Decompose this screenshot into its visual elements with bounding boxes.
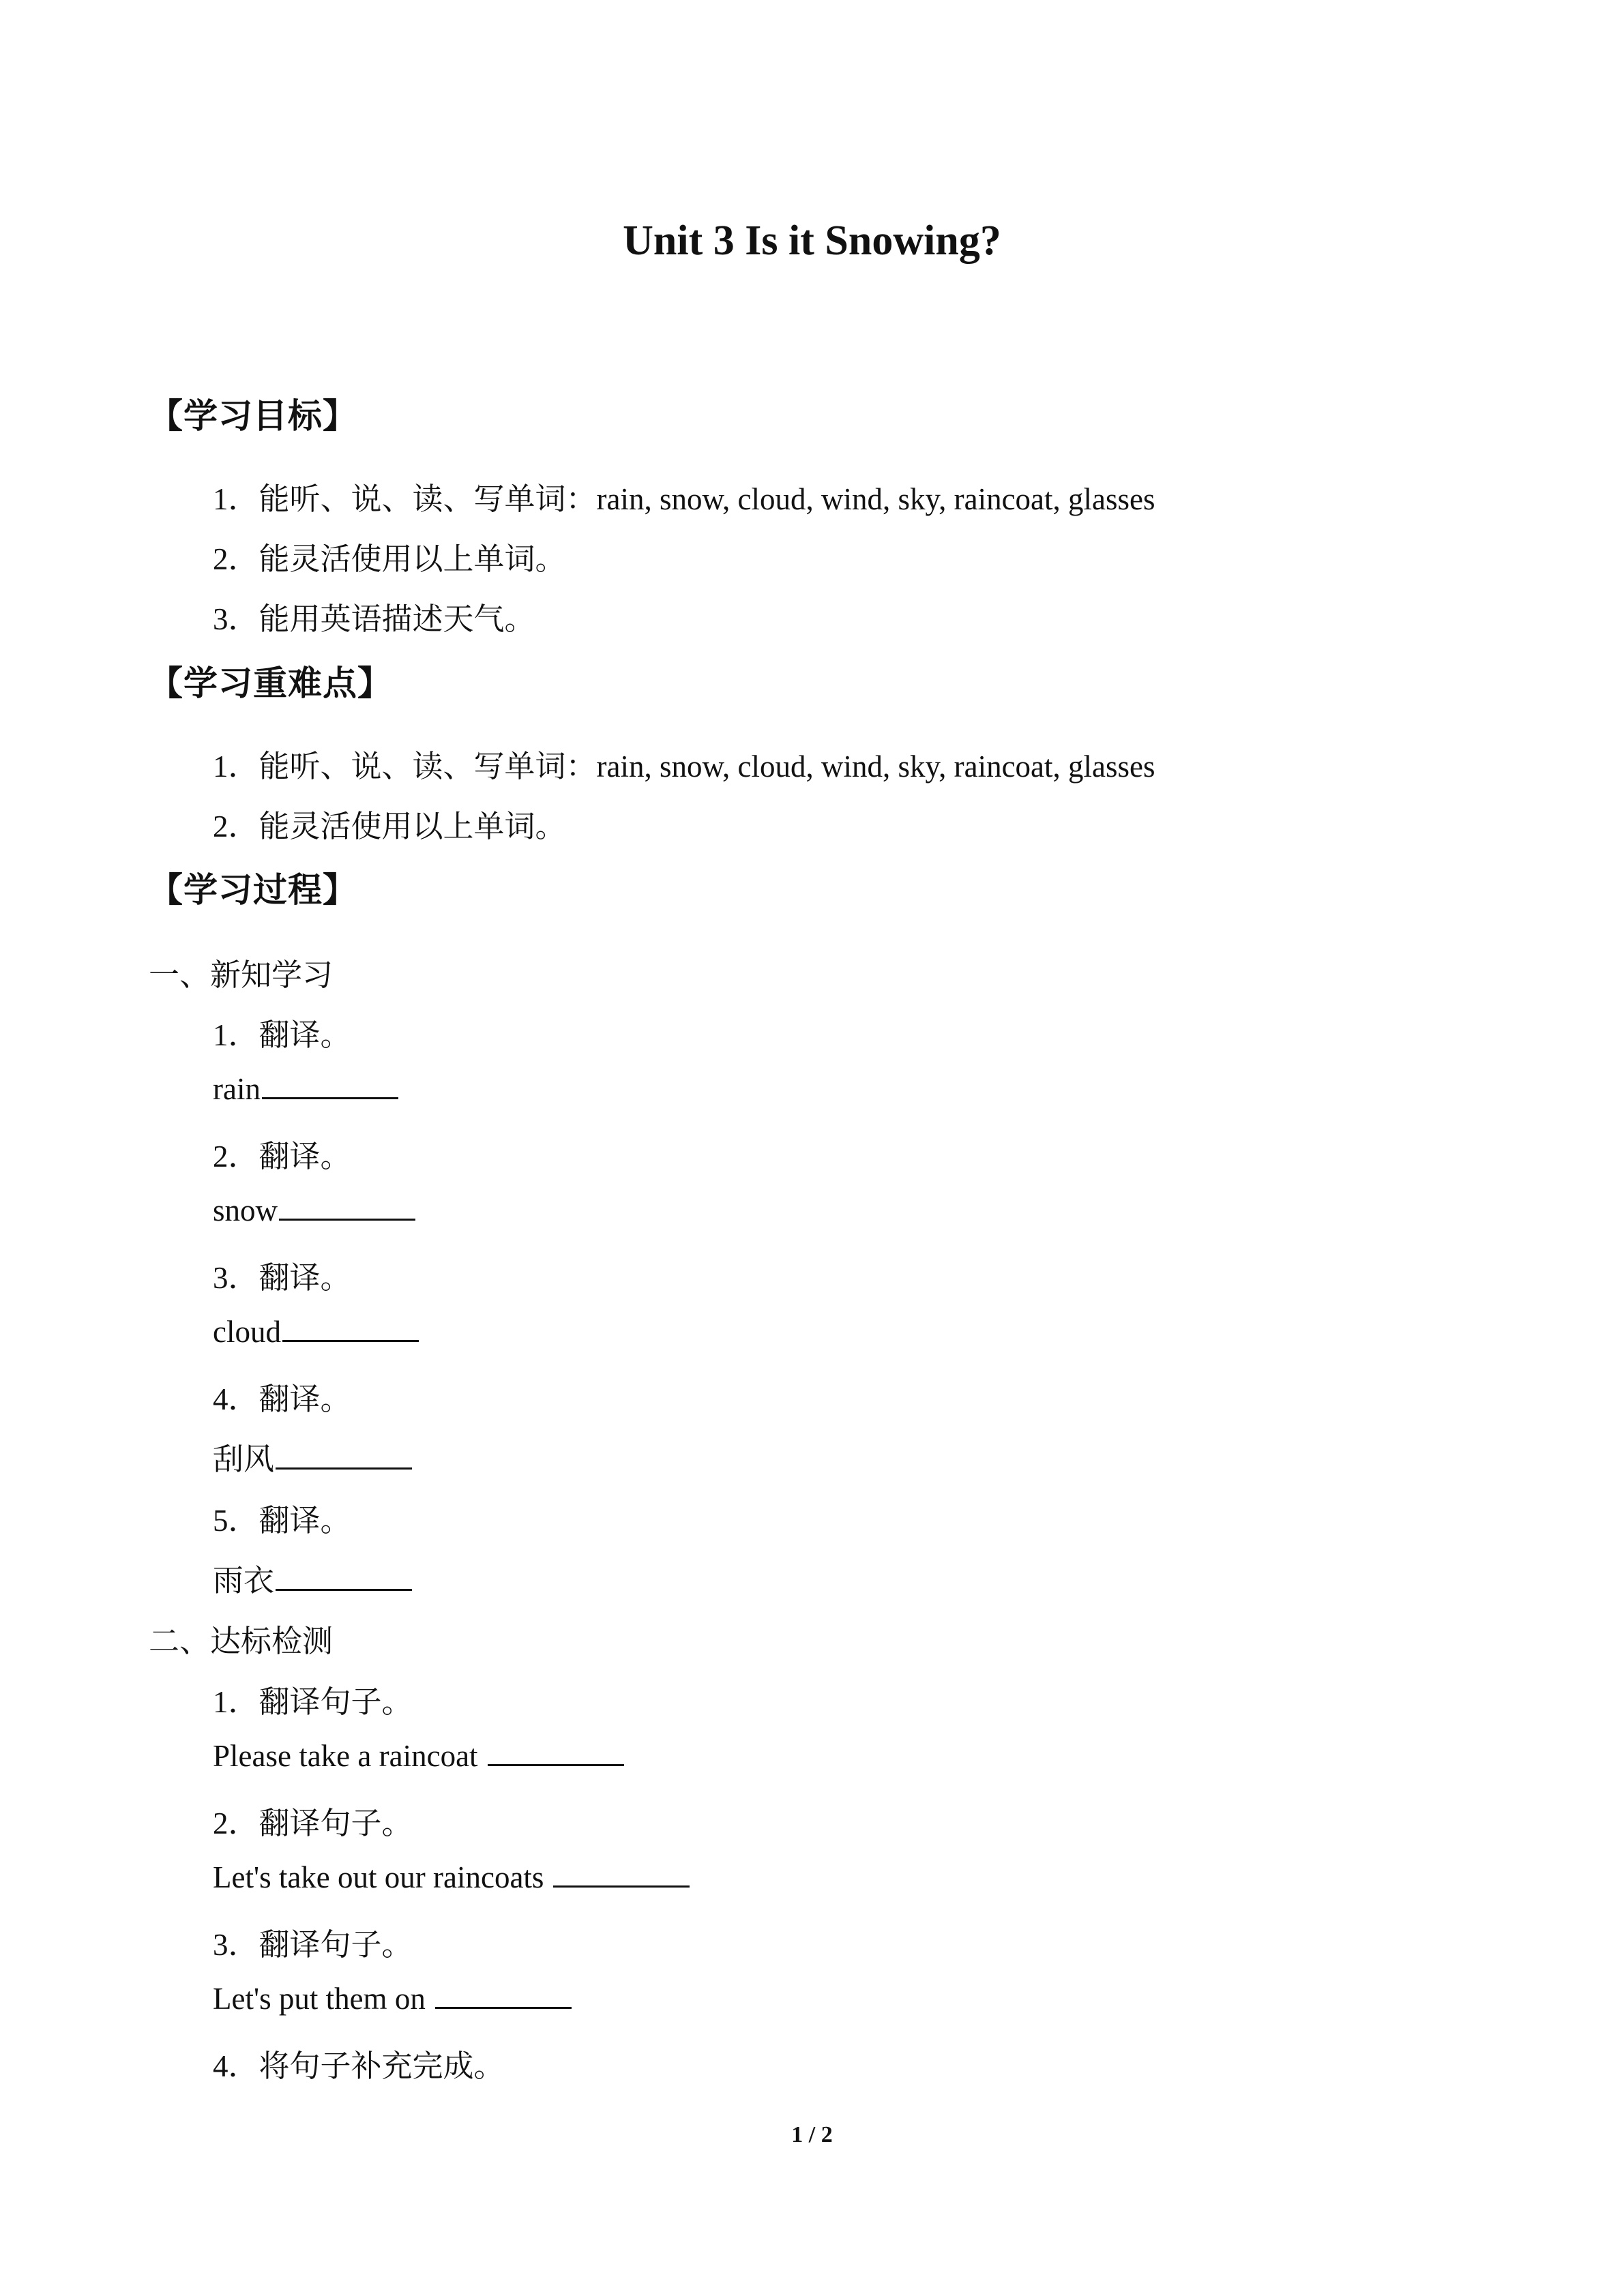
part1-q1-prompt: 1．翻译。 bbox=[213, 1018, 351, 1052]
part2-q2-prompt: 2．翻译句子。 bbox=[213, 1806, 413, 1840]
part1-heading: 一、新知学习 bbox=[149, 958, 334, 992]
part1-q4-text: 刮风 bbox=[213, 1442, 275, 1476]
part1-q3-item bbox=[213, 1314, 419, 1350]
part2-q3-item bbox=[213, 1981, 572, 2016]
part1-q5-text: 雨衣 bbox=[213, 1564, 275, 1598]
answer-blank[interactable] bbox=[276, 1564, 412, 1591]
part2-heading: 二、达标检测 bbox=[149, 1624, 334, 1658]
part1-q3-prompt: 3．翻译。 bbox=[213, 1261, 351, 1295]
part2-q1-item bbox=[213, 1738, 624, 1774]
part1-q5-prompt: 5．翻译。 bbox=[213, 1504, 351, 1538]
answer-blank[interactable] bbox=[276, 1443, 412, 1470]
goal-item-3: 3．能用英语描述天气。 bbox=[213, 602, 535, 636]
key-point-item-1: 1．能听、说、读、写单词：rain, snow, cloud, wind, sky, raincoat, glasses bbox=[213, 749, 1155, 784]
part1-q3-text: cloud bbox=[213, 1315, 281, 1349]
part1-q2-item bbox=[213, 1193, 415, 1228]
part1-q1-text: rain bbox=[213, 1072, 261, 1106]
section-heading-process: 【学习过程】 bbox=[149, 870, 357, 910]
answer-blank[interactable] bbox=[282, 1315, 419, 1342]
part2-q1-text: Please take a raincoat bbox=[213, 1739, 478, 1773]
part1-q4-prompt: 4．翻译。 bbox=[213, 1382, 351, 1416]
key-point-item-2: 2．能灵活使用以上单词。 bbox=[213, 809, 566, 844]
goal-item-1: 1．能听、说、读、写单词：rain, snow, cloud, wind, sky, raincoat, glasses bbox=[213, 482, 1155, 516]
answer-blank[interactable] bbox=[435, 1982, 572, 2009]
page-title: Unit 3 Is it Snowing? bbox=[623, 218, 1001, 264]
part2-q2-item bbox=[213, 1860, 690, 1895]
part2-q2-text: Let's take out our raincoats bbox=[213, 1860, 544, 1894]
goal-item-2: 2．能灵活使用以上单词。 bbox=[213, 542, 566, 576]
section-heading-goals: 【学习目标】 bbox=[149, 396, 357, 436]
section-heading-key-points: 【学习重难点】 bbox=[149, 664, 392, 703]
part1-q4-item bbox=[213, 1434, 412, 1478]
part2-q1-prompt: 1．翻译句子。 bbox=[213, 1685, 413, 1719]
part2-q4-prompt: 4．将句子补充完成。 bbox=[213, 2049, 505, 2083]
answer-blank[interactable] bbox=[488, 1740, 624, 1766]
part2-q3-text: Let's put them on bbox=[213, 1982, 426, 2016]
part1-q2-text: snow bbox=[213, 1193, 278, 1227]
part2-q3-prompt: 3．翻译句子。 bbox=[213, 1928, 413, 1962]
answer-blank[interactable] bbox=[553, 1861, 690, 1888]
part1-q5-item bbox=[213, 1555, 412, 1600]
answer-blank[interactable] bbox=[279, 1194, 415, 1221]
part1-q1-item bbox=[213, 1071, 398, 1107]
page-number: 1 / 2 bbox=[791, 2122, 833, 2147]
answer-blank[interactable] bbox=[262, 1073, 398, 1099]
part1-q2-prompt: 2．翻译。 bbox=[213, 1139, 351, 1174]
